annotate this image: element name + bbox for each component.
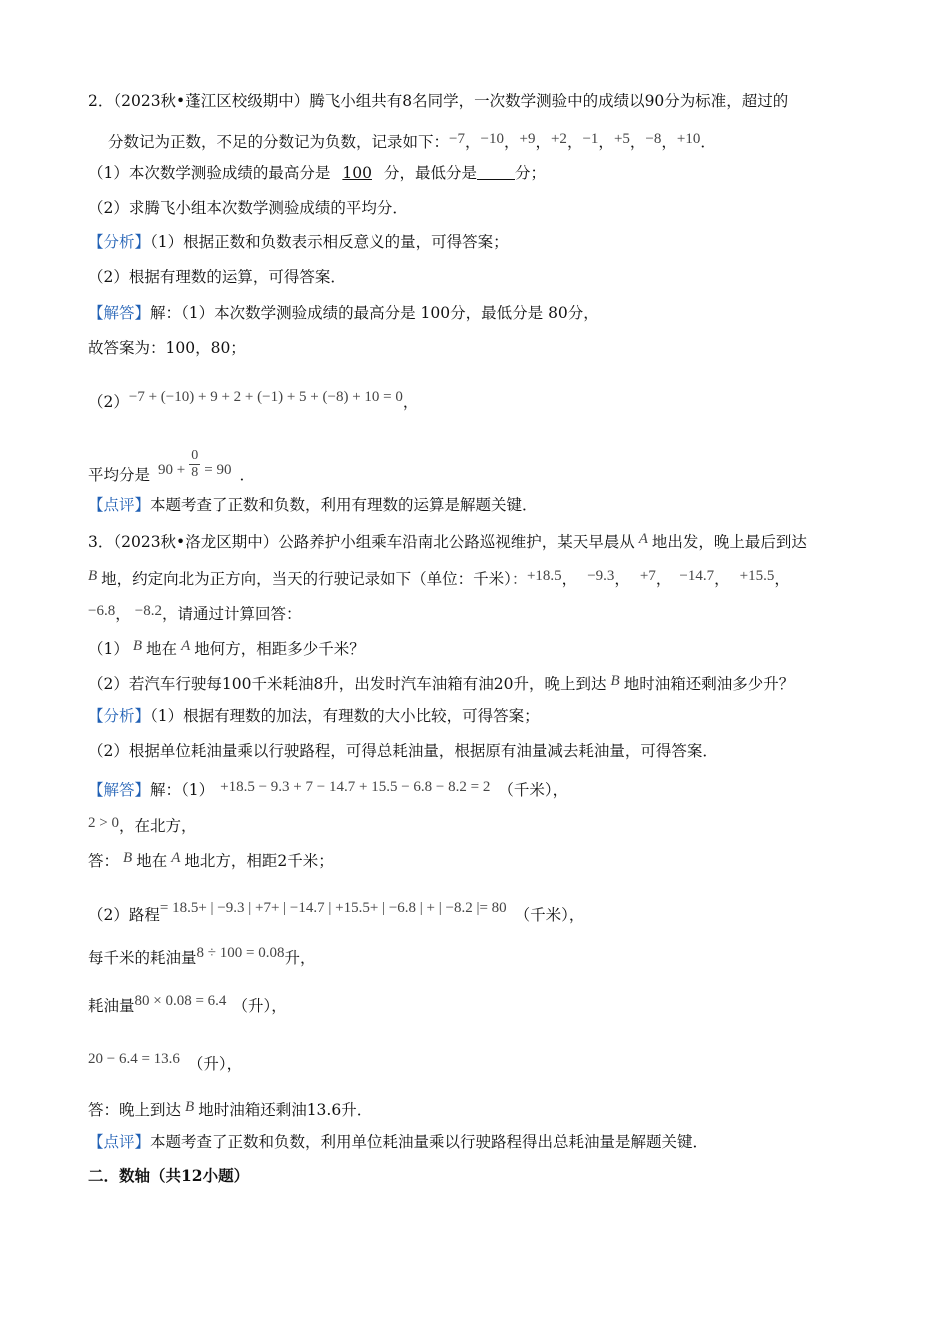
q2-analysis: 【分析】（1）根据正数和负数表示相反意义的量，可得答案； [88,233,509,251]
q2-part1-answer: 100 [342,164,372,182]
q2-solution-3: （2）−7 + (−10) + 9 + 2 + (−1) + 5 + (−8) + 10 = 0， [88,389,419,411]
q2-part1: （1）本次数学测验成绩的最高分是 100 分，最低分是 分； [88,164,546,182]
q2-record: −1 [582,131,599,147]
q2-record: −7 [449,131,465,147]
math-expression: −7 + (−10) + 9 + 2 + (−1) + 5 + (−8) + 10 = 0 [128,389,403,405]
q3-analysis: 【分析】（1）根据有理数的加法，有理数的大小比较，可得答案； [88,707,540,725]
analysis-tag: 【分析】 [88,707,151,725]
q2-stem-line1: 2．（2023秋•蓬江区校级期中）腾飞小组共有8名同学，一次数学测验中的成绩以90分为标准，超过的 [88,92,789,110]
q3-part2: （2）若汽车行驶每100千米耗油8升，出发时汽车油箱有油20升，晚上到达 B 地时油箱还剩油多少升？ [88,673,795,693]
comment-tag: 【点评】 [88,1133,151,1151]
comment-tag: 【点评】 [88,496,151,514]
q2-record: +10 [676,131,701,147]
q3-record: −8.2 [134,603,162,619]
solution-tag: 【解答】 [88,781,151,799]
q2-record: +9 [519,131,536,147]
q2-record: +5 [613,131,630,147]
section-heading: 二．数轴（共12小题） [88,1166,250,1185]
solution-tag: 【解答】 [88,304,151,322]
q3-analysis-2: （2）根据单位耗油量乘以行驶路程，可得总耗油量，根据原有油量减去耗油量，可得答案． [88,742,718,760]
q2-record: +2 [550,131,567,147]
q2-solution: 【解答】解：（1）本次数学测验成绩的最高分是 100分，最低分是 80分， [88,304,599,322]
math-expression: 2 > 0 [88,815,119,831]
q3-per-km: 每千米的耗油量8 ÷ 100 = 0.08升， [88,945,316,967]
q3-stem-line2: B 地，约定向北为正方向，当天的行驶记录如下（单位：千米）：+18.5， −9.3， +7， −14.7， +15.5， [88,568,790,588]
analysis-tag: 【分析】 [88,233,151,251]
q2-record: −8 [645,131,662,147]
math-expression: +18.5 − 9.3 + 7 − 14.7 + 15.5 − 6.8 − 8.2 = 2 [220,779,491,795]
q3-record: +18.5 [526,568,562,584]
q3-answer-1: 答： B 地在 A 地北方，相距2千米； [88,850,334,870]
q3-stem-line3: −6.8， −8.2，请通过计算回答： [88,603,302,623]
math-expression: 8 ÷ 100 = 0.08 [196,945,285,961]
q2-record: −10 [480,131,504,147]
q3-comment: 【点评】本题考查了正数和负数，利用单位耗油量乘以行驶路程得出总耗油量是解题关键． [88,1133,709,1151]
q3-route: （2）路程= 18.5+ | −9.3 | +7+ | −14.7 | +15.5+ | −6.8 | + | −8.2 |= 80 （千米）， [88,900,585,924]
math-expression: 80 × 0.08 = 6.4 [134,993,227,1009]
q3-solution-2: 2 > 0，在北方， [88,815,197,835]
q3-remain: 20 − 6.4 = 13.6 （升）， [88,1051,243,1073]
q2-solution-2: 故答案为：100，80； [88,339,246,357]
q2-comment: 【点评】本题考查了正数和负数，利用有理数的运算是解题关键． [88,496,538,514]
q3-stem-line1: 3．（2023秋•洛龙区期中）公路养护小组乘车沿南北公路巡视维护，某天早晨从 A 地出发，晚上最后到达 [88,531,807,551]
q3-fuel: 耗油量80 × 0.08 = 6.4 （升）， [88,993,287,1015]
math-expression: 20 − 6.4 = 13.6 [88,1051,180,1067]
math-expression: = 18.5+ | −9.3 | +7+ | −14.7 | +15.5+ | −6.8 | + | −8.2 |= 80 [159,900,507,916]
q2-analysis-2: （2）根据有理数的运算，可得答案． [88,268,346,286]
q3-record: −14.7 [679,568,715,584]
answer-blank [477,163,515,180]
q3-record: +7 [639,568,656,584]
q2-stem-line2: 分数记为正数，不足的分数记为负数，记录如下：−7，−10，+9，+2，−1，+5，−8，+10． [108,131,716,151]
q3-answer-2: 答：晚上到达 B 地时油箱还剩油13.6升． [88,1099,373,1119]
q2-average: 平均分是 90 + $\frac{0}{8}$ = 90 ． [88,448,255,484]
q2-part2: （2）求腾飞小组本次数学测验成绩的平均分． [88,199,408,217]
fraction: $\frac{0}{8}$ [191,448,199,480]
q3-record: −6.8 [88,603,116,619]
q3-solution: 【解答】解：（1） +18.5 − 9.3 + 7 − 14.7 + 15.5 − 6.8 − 8.2 = 2 （千米）， [88,779,569,799]
q3-record: +15.5 [739,568,775,584]
q3-part1: （1） B 地在 A 地何方，相距多少千米？ [88,638,365,658]
q3-record: −9.3 [587,568,615,584]
